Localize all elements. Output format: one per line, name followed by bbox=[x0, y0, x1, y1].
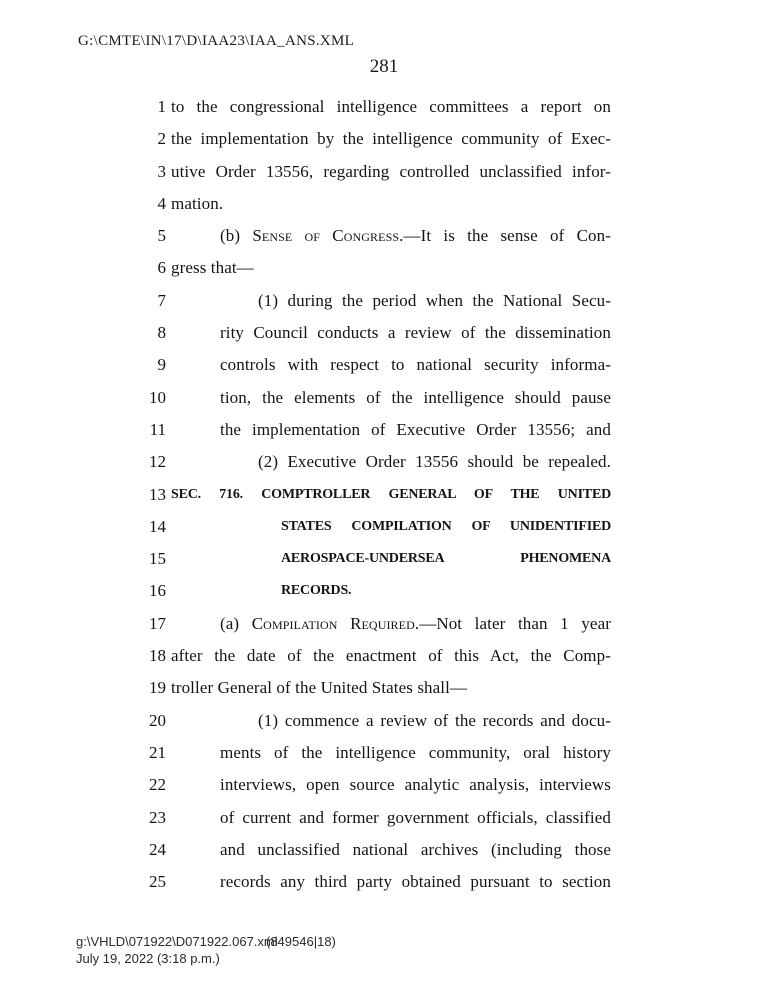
line-text bbox=[258, 285, 611, 317]
line-text-part: ments of the intelligence community, oral history bbox=[220, 742, 611, 762]
bill-line bbox=[0, 156, 768, 188]
page-number: 281 bbox=[369, 56, 399, 77]
bill-line bbox=[0, 575, 768, 607]
footer-doc-id: (849546|18) bbox=[266, 934, 336, 949]
line-number: 7 bbox=[157, 290, 166, 310]
line-text-part: after the date of the enactment of this Act, the Comp- bbox=[171, 646, 611, 666]
line-text bbox=[220, 608, 611, 640]
line-text bbox=[171, 91, 611, 123]
bill-line bbox=[0, 188, 768, 220]
bill-line bbox=[0, 252, 768, 284]
line-text bbox=[220, 220, 611, 252]
line-text bbox=[171, 672, 611, 704]
bill-line bbox=[0, 608, 768, 640]
line-text-part: the implementation by the intelligence community of Exec- bbox=[171, 129, 611, 149]
bill-line bbox=[0, 705, 768, 737]
line-text bbox=[220, 737, 611, 769]
line-text bbox=[220, 866, 611, 898]
bill-line bbox=[0, 834, 768, 866]
line-text-part: and unclassified national archives (including those bbox=[220, 839, 611, 859]
bill-line bbox=[0, 866, 768, 898]
bill-line bbox=[0, 123, 768, 155]
line-text-part: (1) commence a review of the records and docu- bbox=[258, 710, 611, 730]
line-number: 6 bbox=[157, 258, 166, 278]
line-number: 21 bbox=[149, 742, 166, 762]
line-number: 9 bbox=[157, 355, 166, 375]
footer-file-ref: g:\VHLD\071922\D071922.067.xml bbox=[76, 934, 278, 949]
line-text bbox=[258, 705, 611, 737]
line-text bbox=[281, 543, 611, 575]
bill-line bbox=[0, 802, 768, 834]
bill-line bbox=[0, 479, 768, 511]
line-text-part: controls with respect to national security informa- bbox=[220, 355, 611, 375]
line-text-part: interviews, open source analytic analysis, interviews bbox=[220, 775, 611, 795]
line-number: 20 bbox=[149, 710, 166, 730]
line-text bbox=[281, 511, 611, 543]
line-number: 1 bbox=[157, 97, 166, 116]
line-number: 8 bbox=[157, 323, 166, 343]
bill-line bbox=[0, 382, 768, 414]
bill-line bbox=[0, 446, 768, 478]
line-number: 5 bbox=[157, 226, 166, 246]
line-text-part: RECORDS. bbox=[281, 583, 352, 599]
bill-line bbox=[0, 640, 768, 672]
line-text-part: mation. bbox=[171, 193, 224, 213]
bill-line bbox=[0, 349, 768, 381]
line-number: 25 bbox=[149, 872, 166, 892]
footer-row bbox=[76, 933, 336, 950]
line-text-part: the implementation of Executive Order 13556; and bbox=[220, 419, 611, 439]
bill-line bbox=[0, 769, 768, 801]
line-text-part: utive Order 13556, regarding controlled unclassified infor- bbox=[171, 161, 611, 181]
line-text bbox=[258, 446, 611, 478]
line-number: 13 bbox=[149, 484, 166, 504]
line-text-part: (2) Executive Order 13556 should be repealed. bbox=[258, 452, 611, 472]
line-text bbox=[220, 317, 611, 349]
line-text-part: to the congressional intelligence committees a report on bbox=[171, 97, 611, 116]
line-number: 18 bbox=[149, 646, 166, 666]
line-text-part: gress that— bbox=[171, 258, 254, 278]
line-text-part: troller General of the United States shall— bbox=[171, 678, 468, 698]
line-text-part: AEROSPACE-UNDERSEA PHENOMENA bbox=[281, 551, 611, 567]
line-number: 10 bbox=[149, 387, 166, 407]
bill-line bbox=[0, 543, 768, 575]
line-number: 17 bbox=[149, 613, 166, 633]
line-number: 12 bbox=[149, 452, 166, 472]
line-text bbox=[171, 188, 611, 220]
line-text bbox=[220, 802, 611, 834]
line-text-part: STATES COMPILATION OF UNIDENTIFIED bbox=[281, 518, 611, 534]
line-text bbox=[220, 769, 611, 801]
bill-line bbox=[0, 414, 768, 446]
line-text bbox=[220, 382, 611, 414]
line-text bbox=[171, 640, 611, 672]
line-number: 16 bbox=[149, 581, 166, 601]
line-text bbox=[171, 252, 611, 284]
line-text bbox=[171, 156, 611, 188]
line-number: 15 bbox=[149, 549, 166, 569]
line-number: 2 bbox=[157, 129, 166, 149]
footer-timestamp: July 19, 2022 (3:18 p.m.) bbox=[76, 951, 220, 966]
line-number: 19 bbox=[149, 678, 166, 698]
line-text-part: Sense of Congress bbox=[252, 226, 400, 246]
line-text-part: .—Not later than 1 year bbox=[414, 613, 611, 633]
line-text bbox=[171, 123, 611, 155]
line-text bbox=[220, 414, 611, 446]
line-text-part: records any third party obtained pursuant to section bbox=[220, 872, 611, 892]
document-header-path: G:\CMTE\IN\17\D\IAA23\IAA_ANS.XML bbox=[78, 33, 355, 49]
line-number: 11 bbox=[149, 419, 166, 439]
line-text-part: SEC. 716. COMPTROLLER GENERAL OF THE UNITED bbox=[171, 486, 611, 502]
bill-line bbox=[0, 511, 768, 543]
line-number: 24 bbox=[149, 839, 166, 859]
line-text-part: Compilation Required bbox=[251, 613, 415, 633]
line-text-part: rity Council conducts a review of the dissemination bbox=[220, 323, 611, 343]
line-text bbox=[220, 349, 611, 381]
line-number: 14 bbox=[149, 516, 166, 536]
line-text-part: of current and former government officials, classified bbox=[220, 807, 611, 827]
line-text bbox=[220, 834, 611, 866]
line-text-part: (1) during the period when the National Secu- bbox=[258, 290, 611, 310]
line-text-part: (a) bbox=[220, 613, 252, 633]
line-number: 3 bbox=[157, 161, 166, 181]
bill-line bbox=[0, 91, 768, 123]
line-text-part: tion, the elements of the intelligence should pause bbox=[220, 387, 611, 407]
line-text bbox=[171, 479, 611, 511]
bill-line bbox=[0, 285, 768, 317]
line-text-part: .—It is the sense of Con- bbox=[399, 226, 611, 246]
line-number: 23 bbox=[149, 807, 166, 827]
bill-line bbox=[0, 220, 768, 252]
bill-text-body bbox=[0, 91, 768, 898]
bill-line bbox=[0, 737, 768, 769]
document-footer bbox=[76, 933, 336, 967]
bill-line bbox=[0, 672, 768, 704]
line-text bbox=[281, 575, 611, 607]
bill-line bbox=[0, 317, 768, 349]
line-text-part: (b) bbox=[220, 226, 253, 246]
line-number: 4 bbox=[157, 193, 166, 213]
line-number: 22 bbox=[149, 775, 166, 795]
